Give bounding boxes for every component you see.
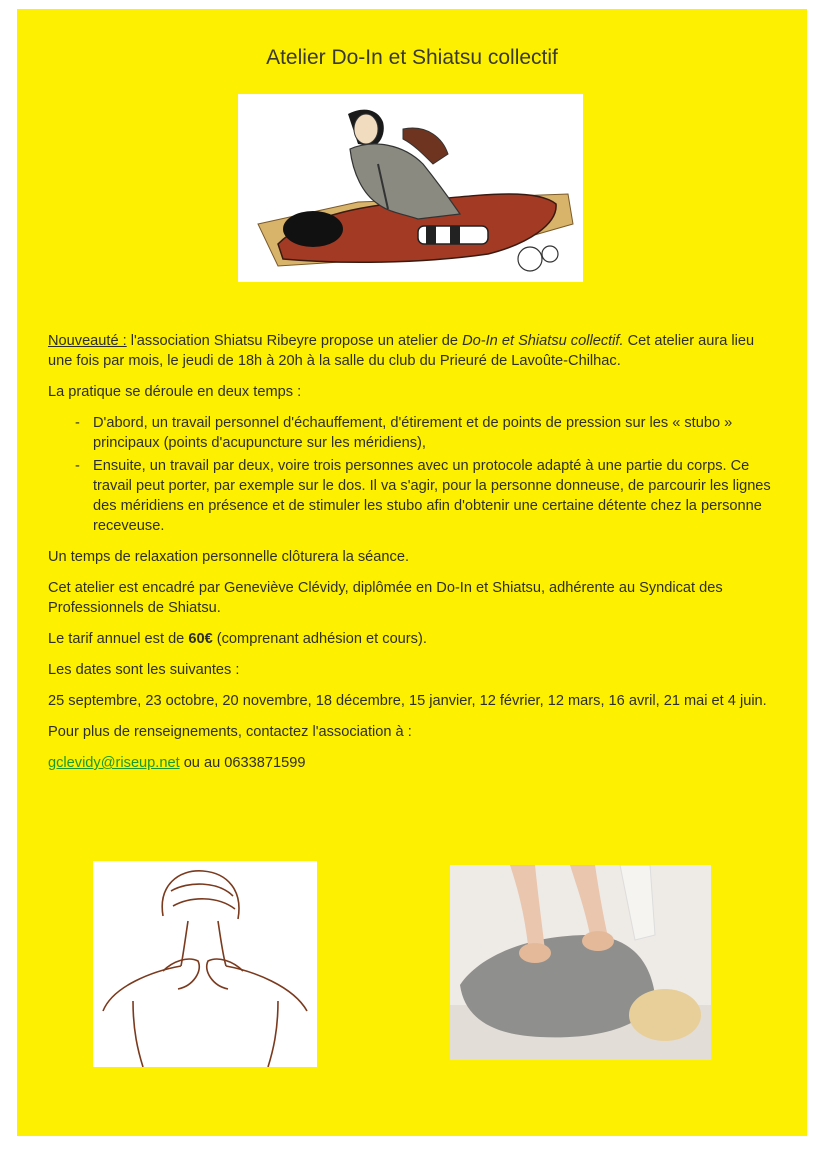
back-massage-drawing — [93, 861, 317, 1067]
email-link[interactable]: gclevidy@riseup.net — [48, 755, 180, 771]
intro-paragraph — [48, 331, 778, 371]
steps-list — [48, 413, 778, 536]
practice-intro: La pratique se déroule en deux temps : — [48, 384, 302, 400]
contact-between: ou au — [179, 755, 225, 771]
price-amount: 60€ — [188, 631, 213, 647]
dates-list: 25 septembre, 23 octobre, 20 novembre, 18 décembre, 15 janvier, 12 février, 12 mars, 16 avril, 21 mai et 4 juin. — [48, 693, 767, 709]
poster — [17, 9, 807, 1136]
intro-italic: Do-In et Shiatsu collectif. — [462, 333, 624, 349]
page-title: Atelier Do-In et Shiatsu collectif — [266, 46, 558, 69]
price-text — [48, 629, 778, 649]
intro-text-b: Cet atelier aura lieu une fois par mois, le jeudi de 18h à 20h à la salle du club du Prieuré de Lavoûte-Chilhac. — [48, 333, 755, 369]
main-text — [48, 331, 778, 784]
contact-intro: Pour plus de renseignements, contactez l'association à : — [48, 724, 412, 740]
supervision-text: Cet atelier est encadré par Geneviève Clévidy, diplômée en Do-In et Shiatsu, adhérente au Syndicat des Professionnels de Shiatsu. — [48, 580, 723, 616]
contact-line — [48, 753, 778, 773]
list-bullet: - — [75, 415, 80, 431]
price-after: (comprenant adhésion et cours). — [212, 631, 427, 647]
list-bullet: - — [75, 458, 80, 474]
step-text: Ensuite, un travail par deux, voire trois personnes avec un protocole adapté à une partie du corps. Ce travail peut porter, par exemple sur le dos. Il va s'agir, pour la personne donneuse, de parcourir les lignes des méridiens en présence et de stimuler les stubo afin d'obtenir une certaine détente chez la personne receveuse. — [93, 458, 771, 534]
relaxation-text: Un temps de relaxation personnelle clôturera la séance. — [48, 549, 409, 565]
back-massage-photo — [450, 865, 711, 1060]
price-before: Le tarif annuel est de — [48, 631, 189, 647]
list-item — [48, 413, 778, 453]
intro-label: Nouveauté : — [48, 333, 127, 349]
intro-text-a: l'association Shiatsu Ribeyre propose un atelier de — [126, 333, 463, 349]
shiatsu-woodcut-illustration — [238, 94, 583, 282]
list-item — [48, 456, 778, 536]
phone-number: 0633871599 — [224, 755, 306, 771]
dates-intro: Les dates sont les suivantes : — [48, 662, 240, 678]
step-text: D'abord, un travail personnel d'échauffement, d'étirement et de points de pression sur les « stubo » principaux (points d'acupuncture sur les méridiens), — [93, 415, 733, 451]
